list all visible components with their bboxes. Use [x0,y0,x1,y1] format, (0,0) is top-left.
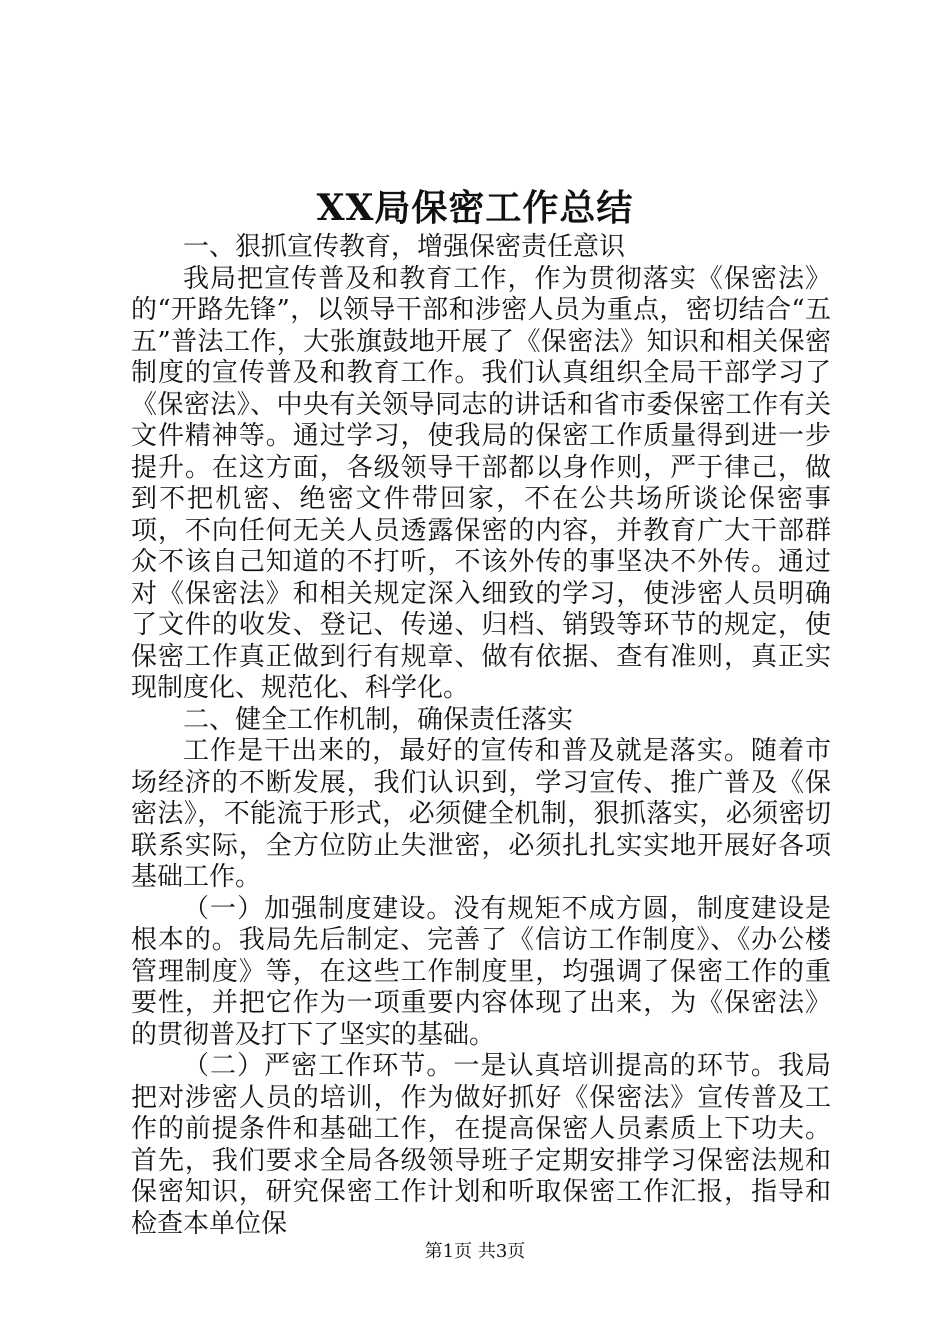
section-heading-2: 二、健全工作机制，确保责任落实 [183,704,574,735]
document-body [131,232,831,1240]
page-footer: 第1页 共3页 [424,1241,526,1262]
paragraph: （一）加强制度建设。没有规矩不成方圆，制度建设是根本的。我局先后制定、完善了《信访工作制度》、《办公楼管理制度》等，在这些工作制度里，均强调了保密工作的重要性，并把它作为一项重要内容体现了出来，为《保密法》的贯彻普及打下了坚实的基础。 [131,893,831,1050]
paragraph: 工作是干出来的，最好的宣传和普及就是落实。随着市场经济的不断发展，我们认识到，学习宣传、推广普及《保密法》，不能流于形式，必须健全机制，狠抓落实，必须密切联系实际，全方位防止失泄密，必须扎扎实实地开展好各项基础工作。 [131,736,831,892]
paragraph: 我局把宣传普及和教育工作，作为贯彻落实《保密法》的“开路先锋”，以领导干部和涉密人员为重点，密切结合“五五”普法工作，大张旗鼓地开展了《保密法》知识和相关保密制度的宣传普及和教育工作。我们认真组织全局干部学习了《保密法》、中央有关领导同志的讲话和省市委保密工作有关文件精神等。通过学习，使我局的保密工作质量得到进一步提升。在这方面，各级领导干部都以身作则，严于律己，做到不把机密、绝密文件带回家，不在公共场所谈论保密事项，不向任何无关人员透露保密的内容，并教育广大干部群众不该自己知道的不打听，不该外传的事坚决不外传。通过对《保密法》和相关规定深入细致的学习，使涉密人员明确了文件的收发、登记、传递、归档、销毁等环节的规定，使保密工作真正做到行有规章、做有依据、查有准则，真正实现制度化、规范化、科学化。 [131,263,831,703]
document-title: XX局保密工作总结 [316,187,634,229]
paragraph: （二）严密工作环节。一是认真培训提高的环节。我局把对涉密人员的培训，作为做好抓好《保密法》宣传普及工作的前提条件和基础工作，在提高保密人员素质上下功夫。首先，我们要求全局各级领导班子定期安排学习保密法规和保密知识，研究保密工作计划和听取保密工作汇报，指导和检查本单位保 [131,1051,831,1239]
section-heading-1: 一、狠抓宣传教育，增强保密责任意识 [183,232,626,262]
